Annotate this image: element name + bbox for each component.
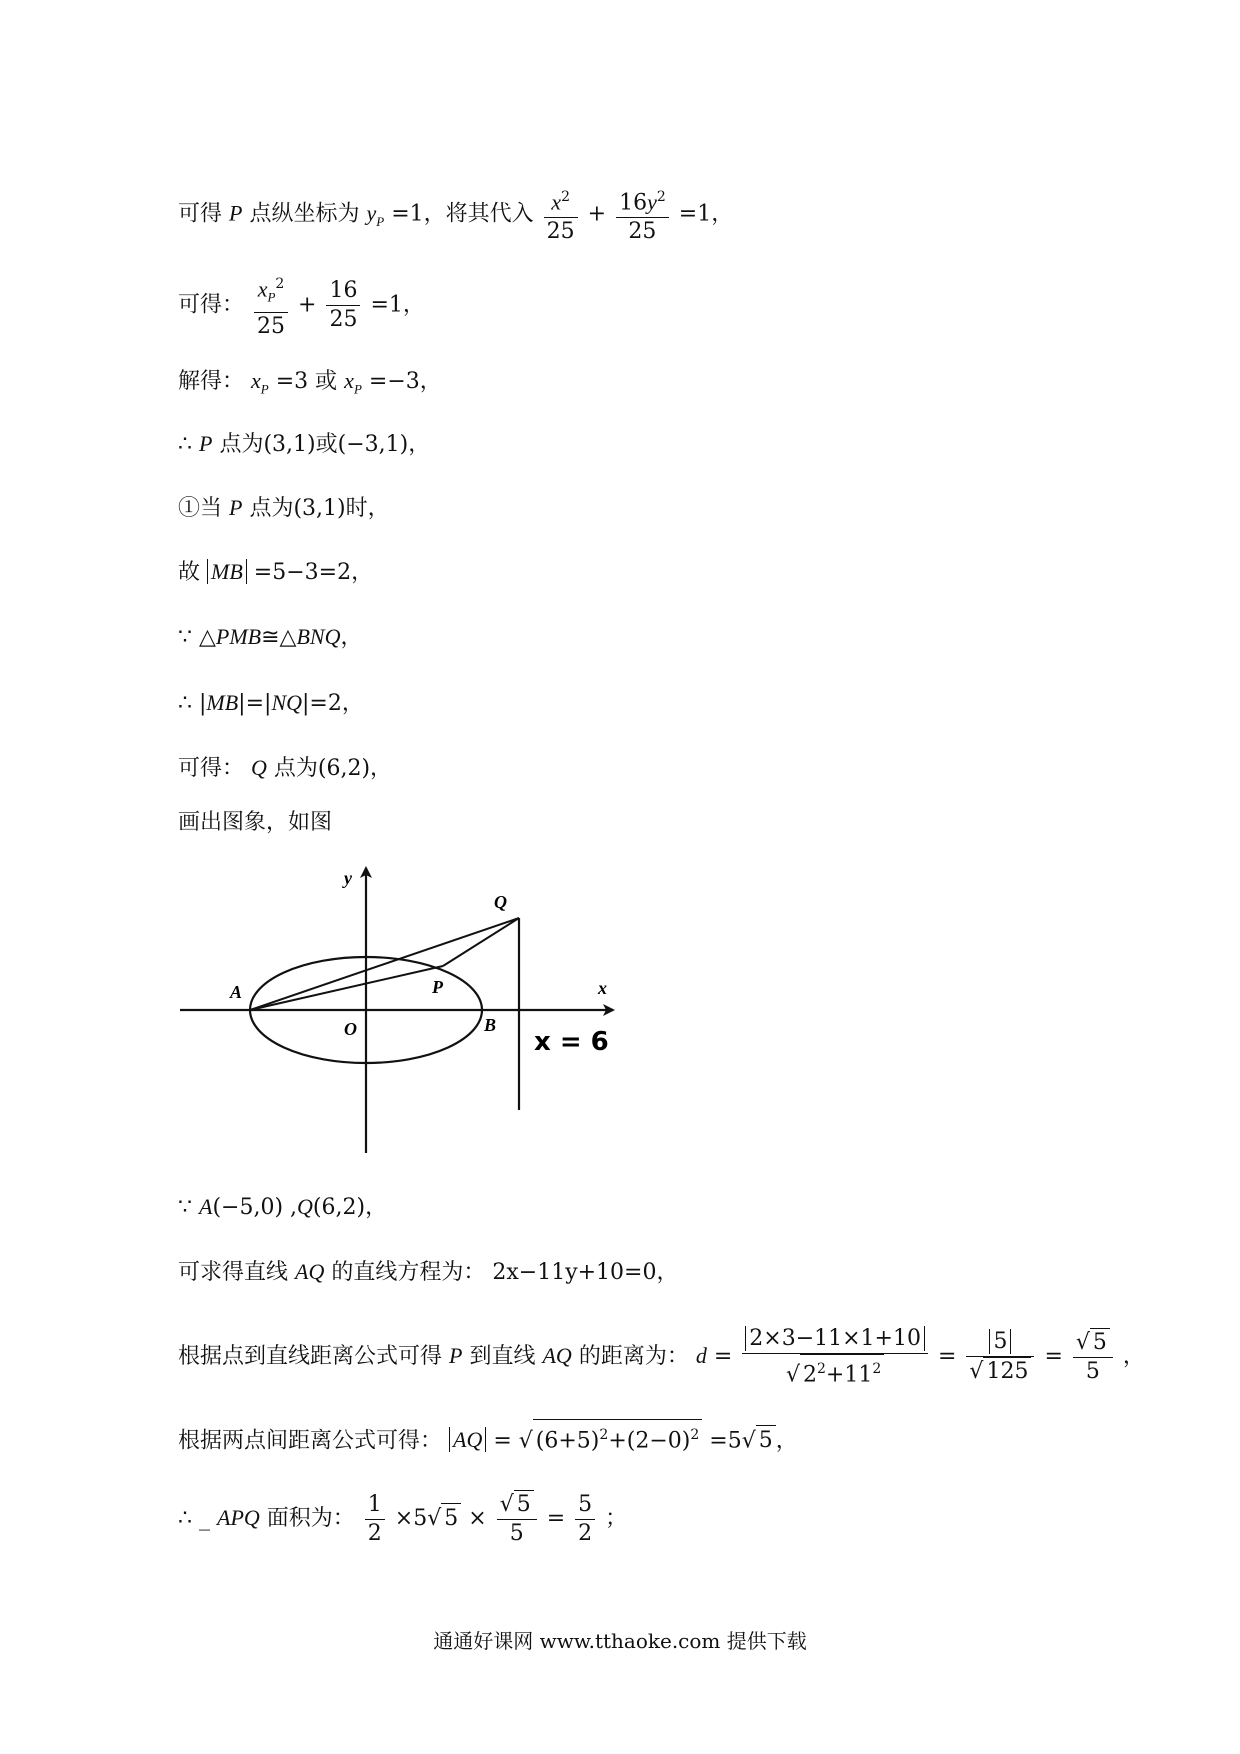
- text: 点纵坐标为: [249, 201, 360, 227]
- term: +(2−0): [608, 1428, 691, 1454]
- fraction: $\frac{2\times 3-11\times 1+10}{√ 2^2+11^2}$: [742, 1325, 928, 1389]
- because-symbol: ∵: [178, 1195, 192, 1220]
- text: 可得: [178, 201, 223, 227]
- exponent: 2: [817, 1361, 826, 1377]
- numerator: 16: [326, 277, 360, 306]
- triangle-pmb: PMB: [215, 624, 262, 649]
- text: 根据点到直线距离公式可得: [178, 1344, 443, 1370]
- triangle-bnq: BNQ: [296, 624, 341, 649]
- text: 点为(3,1)时，: [249, 496, 390, 521]
- text: ∴ |: [178, 691, 207, 716]
- y-axis-label: y: [344, 868, 352, 888]
- text: 面积为：: [266, 1506, 355, 1531]
- point-q-label: Q: [494, 892, 507, 912]
- segment-ap: [250, 966, 443, 1010]
- text: ①当: [178, 496, 223, 521]
- radicand: 5: [441, 1503, 461, 1534]
- text: ，: [775, 1428, 798, 1454]
- var-x: x: [257, 276, 268, 302]
- operator: ×: [468, 1506, 487, 1531]
- var-p: P: [199, 431, 213, 456]
- exponent: 2: [599, 1427, 609, 1443]
- text: ，: [1122, 1344, 1145, 1370]
- text: 故: [178, 560, 201, 585]
- text: |=|: [238, 691, 272, 716]
- denominator: 25: [546, 219, 575, 245]
- line-12: [178, 1257, 678, 1288]
- exponent: 2: [872, 1361, 882, 1377]
- text: =1，将其代入: [391, 201, 534, 227]
- exponent: 2: [561, 189, 570, 205]
- exponent: 2: [690, 1427, 700, 1443]
- coefficient: 16: [619, 190, 648, 216]
- ellipse-figure: [178, 848, 628, 1158]
- footer: 通通好课网 www.tthaoke.com 提供下载: [433, 1629, 807, 1653]
- denominator: 5: [509, 1521, 524, 1546]
- denominator: 25: [628, 219, 657, 245]
- text: 根据两点间距离公式可得：: [178, 1428, 443, 1454]
- point-a-label: A: [230, 982, 243, 1002]
- segment-mb: MB: [206, 690, 239, 715]
- operator: =: [937, 1344, 957, 1370]
- denominator: 25: [257, 313, 286, 339]
- text: =5−3=2，: [253, 560, 374, 585]
- equation: 2x−11y+10=0，: [492, 1260, 679, 1285]
- radical: [533, 1419, 702, 1456]
- operator: =: [713, 1344, 733, 1370]
- line-13: [178, 1325, 1145, 1389]
- line-10: [178, 808, 332, 838]
- line-1: [178, 183, 733, 246]
- point-o-label: O: [344, 1019, 357, 1039]
- text: |=2，: [302, 691, 364, 716]
- text: 点为(6,2)，: [273, 756, 393, 781]
- text: 解得：: [178, 369, 245, 394]
- numerator: 5: [575, 1491, 595, 1520]
- text: =5: [709, 1428, 742, 1454]
- x-axis-label: x: [598, 978, 607, 998]
- point-b-label: B: [484, 1015, 497, 1035]
- subscript: P: [353, 381, 362, 397]
- fraction: $\frac{√ 5}{5}$: [1073, 1328, 1113, 1386]
- line-x-6-label: x = 6: [534, 1027, 609, 1057]
- text: 画出图象，如图: [178, 810, 333, 835]
- therefore-symbol: ∴: [178, 1506, 192, 1531]
- text: =1，: [370, 292, 425, 318]
- operator: =: [546, 1506, 566, 1531]
- term: +11: [825, 1362, 873, 1388]
- segment-nq: NQ: [271, 690, 302, 715]
- congruent-symbol: ≅△: [261, 625, 297, 650]
- denominator: 25: [329, 306, 358, 332]
- segment-pq: [443, 918, 519, 966]
- line-11: [178, 1192, 387, 1223]
- var-y: y: [366, 200, 377, 226]
- subscript: P: [267, 289, 276, 305]
- abs-aq: AQ: [449, 1427, 486, 1452]
- line-9: [178, 753, 392, 784]
- numerator: 1: [365, 1491, 385, 1520]
- line-aq: AQ: [295, 1259, 325, 1284]
- denominator: 5: [1085, 1359, 1100, 1385]
- text: ×5: [394, 1506, 428, 1531]
- line-aq: AQ: [542, 1343, 572, 1369]
- operator: +: [298, 292, 317, 318]
- var-q: Q: [297, 1194, 313, 1219]
- triangle-apq: APQ: [217, 1505, 260, 1530]
- because-symbol: ∵ △: [178, 625, 216, 650]
- point-p-label: P: [432, 977, 443, 997]
- therefore-symbol: ∴: [178, 432, 192, 457]
- text: 可得：: [178, 756, 245, 781]
- text: ，: [340, 625, 363, 650]
- text: 可求得直线: [178, 1260, 289, 1285]
- numerator: 5: [989, 1329, 1011, 1354]
- radicand: 5: [514, 1490, 534, 1519]
- triangle-symbol: _: [199, 1506, 210, 1531]
- fraction: $\frac{5}{√ 125}$: [966, 1328, 1034, 1386]
- operator: =: [493, 1428, 512, 1454]
- denominator: 2: [367, 1520, 382, 1546]
- var-y: y: [647, 189, 657, 215]
- radicand: 5: [1090, 1328, 1110, 1357]
- var-p: P: [449, 1343, 463, 1369]
- text: =−3，: [368, 369, 442, 394]
- text: =1，: [678, 201, 734, 227]
- base: 2: [803, 1362, 817, 1388]
- text: (−5,0) ,: [212, 1195, 298, 1220]
- line-15: ∴ _ APQ 面积为： $\frac{1}{2}$ ×5√ 5 × $\frac{√ 5}{5}$ = $\frac{5}{2}$ ；: [178, 1491, 628, 1546]
- fraction: [575, 1491, 595, 1548]
- var-p: P: [229, 495, 243, 520]
- abs-mb: MB: [207, 559, 247, 584]
- text: =3 或: [275, 369, 338, 394]
- line-7: [178, 622, 363, 653]
- subscript: P: [376, 214, 385, 230]
- text: 到直线: [469, 1344, 536, 1370]
- fraction: $\frac{√ 5}{5}$: [497, 1490, 537, 1548]
- line-8: [178, 688, 364, 719]
- text: 可得：: [178, 292, 245, 318]
- denominator: 2: [578, 1520, 593, 1546]
- radicand: 125: [983, 1357, 1031, 1386]
- fraction: [544, 183, 578, 246]
- var-a: A: [199, 1194, 213, 1219]
- var-q: Q: [251, 755, 267, 780]
- text: 的距离为：: [578, 1344, 689, 1370]
- line-4: [178, 429, 430, 460]
- exponent: 2: [656, 189, 666, 205]
- fraction: [326, 277, 360, 334]
- operator: =: [1044, 1344, 1063, 1370]
- text: 点为(3,1)或(−3,1)，: [219, 432, 431, 457]
- line-14: 根据两点间距离公式可得： AQ = √ $(6+5)^2+(2-0)^2 =5√$ 5 ，: [178, 1419, 798, 1456]
- var-x: x: [251, 368, 261, 393]
- line-3: [178, 366, 442, 404]
- line-5: [178, 493, 390, 524]
- radicand: 5: [756, 1425, 776, 1456]
- fraction: [616, 183, 669, 246]
- term: (6+5): [535, 1428, 600, 1454]
- operator: +: [587, 201, 607, 227]
- var-x: x: [344, 368, 354, 393]
- var-x: x: [551, 189, 562, 215]
- text: (6,2)，: [312, 1195, 388, 1220]
- fraction: [254, 270, 288, 341]
- line-2: [178, 270, 425, 341]
- fraction: [365, 1491, 385, 1548]
- var-p: P: [229, 200, 243, 226]
- text: ；: [605, 1506, 628, 1531]
- var-d: d: [695, 1343, 707, 1369]
- exponent: 2: [275, 276, 285, 292]
- subscript: P: [260, 381, 269, 397]
- text: 的直线方程为：: [331, 1260, 486, 1285]
- line-6: [178, 557, 373, 588]
- numerator: 2×3−11×1+10: [745, 1326, 925, 1351]
